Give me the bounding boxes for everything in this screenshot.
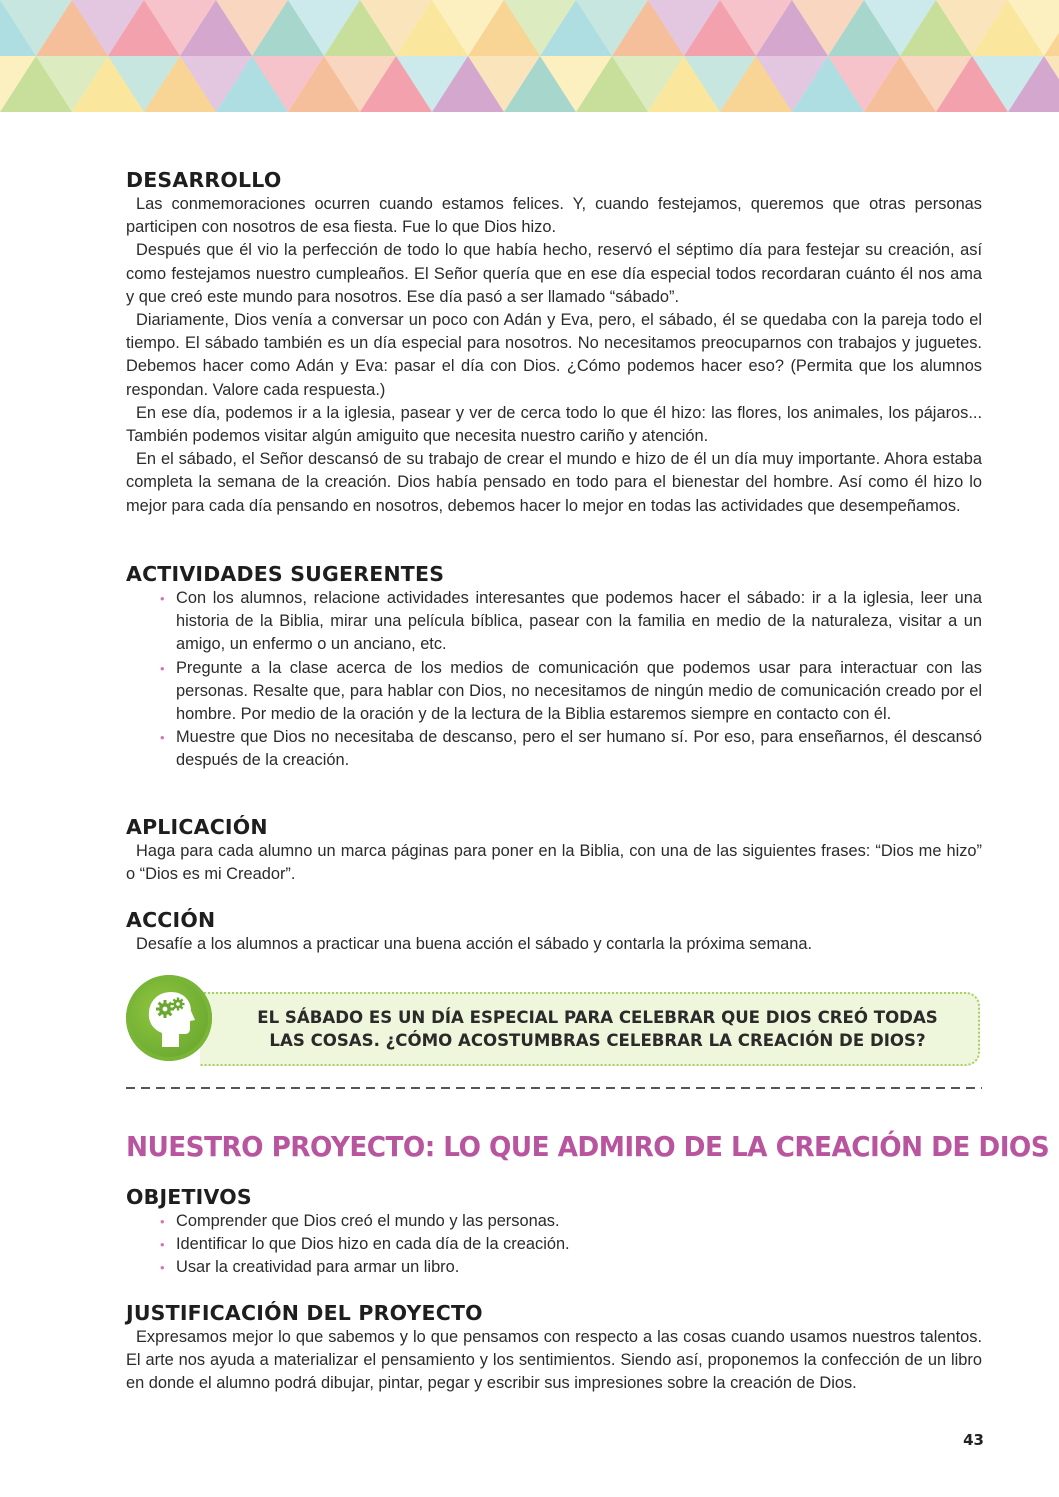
callout-line: EL SÁBADO ES UN DÍA ESPECIAL PARA CELEBRAR QUE DIOS CREÓ TODAS (257, 1008, 938, 1027)
section-justificacion (126, 1300, 982, 1396)
section-objetivos (126, 1184, 982, 1280)
activities-list (126, 587, 982, 773)
paragraph: Diariamente, Dios venía a conversar un poco con Adán y Eva, pero, el sábado, él se quedaba con la pareja todo el tiempo. El sábado también es un día especial para nosotros. No necesitamos preocuparnos con trabajos y juguetes. Debemos hacer como Adán y Eva: pasar el día con Dios. ¿Cómo podemos hacer eso? (Permita que los alumnos respondan. Valore cada respuesta.) (126, 311, 982, 399)
paragraph: En el sábado, el Señor descansó de su trabajo de crear el mundo e hizo de él un día muy importante. Ahora estaba completa la semana de la creación. Dios había pensado en todo para el bienestar del hombre. Así como él hizo lo mejor para cada día pensando en nosotros, debemos hacer lo mejor en todas las actividades que desempeñamos. (126, 450, 982, 515)
heading-desarrollo: DESARROLLO (126, 168, 282, 192)
section-actividades (126, 561, 982, 773)
list-item: • Comprender que Dios creó el mundo y las personas. (176, 1210, 982, 1233)
heading-objetivos: OBJETIVOS (126, 1185, 252, 1209)
paragraph: Haga para cada alumno un marca páginas para poner en la Biblia, con una de las siguientes frases: “Dios me hizo” o “Dios es mi Creador”. (126, 842, 982, 884)
callout-text (230, 1006, 965, 1052)
section-desarrollo (126, 167, 982, 518)
paragraph: Expresamos mejor lo que sabemos y lo que pensamos con respecto a las cosas cuando usamos nuestros talentos. El arte nos ayuda a materializar el pensamiento y los sentimientos. Siendo así, proponemos la confección de un libro en donde el alumno podrá dibujar, pintar, pegar y escribir sus impresiones sobre la creación de Dios. (126, 1328, 982, 1393)
dashed-divider (126, 1087, 982, 1089)
callout-line: LAS COSAS. ¿CÓMO ACOSTUMBRAS CELEBRAR LA CREACIÓN DE DIOS? (269, 1031, 926, 1050)
head-gears-icon (126, 975, 212, 1061)
paragraph: Las conmemoraciones ocurren cuando estamos felices. Y, cuando festejamos, queremos que otras personas participen con nosotros de esa fiesta. Fue lo que Dios hizo. (126, 195, 982, 237)
paragraph: Después que él vio la perfección de todo lo que había hecho, reservó el séptimo día para festejar su creación, así como festejamos nuestro cumpleaños. El Señor quería que en ese día especial todos recordaran cuánto él nos ama y que creó este mundo para nosotros. Ese día pasó a ser llamado “sábado”. (126, 241, 982, 306)
list-item: • Identificar lo que Dios hizo en cada día de la creación. (176, 1233, 982, 1256)
page-number: 43 (963, 1431, 984, 1449)
heading-accion: ACCIÓN (126, 908, 216, 932)
list-item: • Usar la creatividad para armar un libro. (176, 1256, 982, 1279)
paragraph: Desafíe a los alumnos a practicar una buena acción el sábado y contarla la próxima semana. (136, 935, 813, 953)
list-item: • Con los alumnos, relacione actividades interesantes que podemos hacer el sábado: ir a la iglesia, leer una historia de la Biblia, mirar una película bíblica, pasear con la familia en medio de la naturaleza, visitar a un amigo, un enfermo o un anciano, etc. (176, 587, 982, 657)
list-item: • Pregunte a la clase acerca de los medios de comunicación que podemos usar para interactuar con las personas. Resalte que, para hablar con Dios, no necesitamos de ningún medio de comunicación creado por el hombre. Por medio de la oración y de la lectura de la Biblia estaremos siempre en contacto con él. (176, 657, 982, 727)
section-accion (126, 907, 982, 956)
heading-actividades: ACTIVIDADES SUGERENTES (126, 562, 445, 586)
project-title: NUESTRO PROYECTO: LO QUE ADMIRO DE LA CREACIÓN DE DIOS (126, 1130, 1050, 1163)
heading-aplicacion: APLICACIÓN (126, 815, 268, 839)
reflection-callout (200, 992, 980, 1066)
paragraph: En ese día, podemos ir a la iglesia, pasear y ver de cerca todo lo que él hizo: las flores, los animales, los pájaros... También podemos visitar algún amiguito que necesita nuestro cariño y atención. (126, 403, 982, 446)
heading-justificacion: JUSTIFICACIÓN DEL PROYECTO (126, 1301, 483, 1325)
list-item: • Muestre que Dios no necesitaba de descanso, pero el ser humano sí. Por eso, para enseñarnos, él descansó después de la creación. (176, 726, 982, 772)
section-aplicacion (126, 814, 982, 886)
objectives-list (126, 1210, 982, 1280)
triangle-pattern-banner (0, 0, 1059, 112)
